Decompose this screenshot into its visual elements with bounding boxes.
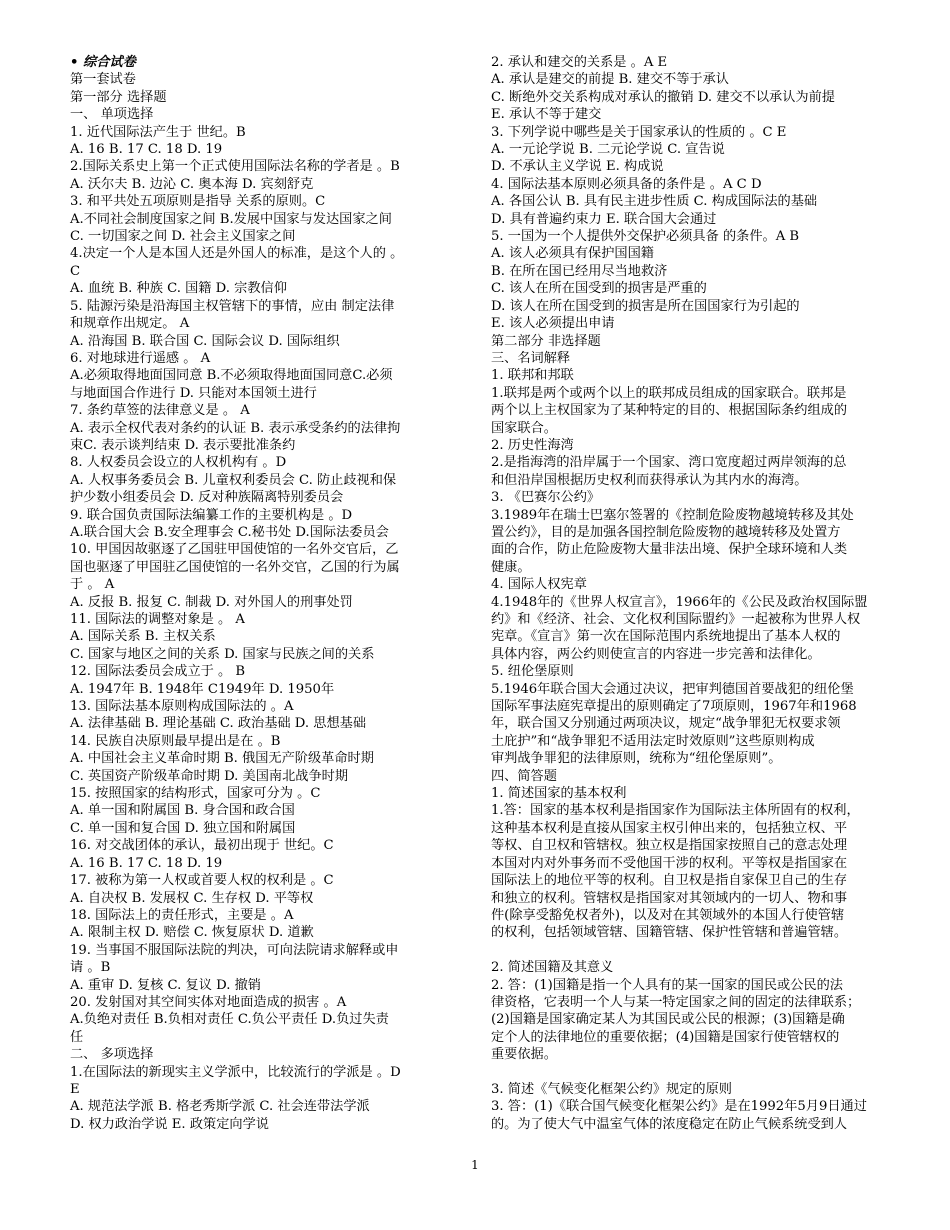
- text-line: 2.是指海湾的沿岸属于一个国家、湾口宽度超过两岸领海的总: [491, 455, 847, 471]
- text-line: 具体内容，两公约则使宣言的内容进一步完善和法律化。: [491, 646, 821, 662]
- text-line: 与地面国合作进行 D. 只能对本国领土进行: [70, 385, 317, 401]
- text-line: 年，联合国又分别通过两项决议，规定“战争罪犯无权要求领: [491, 716, 841, 732]
- text-line: 18. 国际法上的责任形式，主要是 。A: [70, 907, 294, 923]
- text-line: 的。为了使大气中温室气体的浓度稳定在防止气候系统受到人: [491, 1116, 848, 1132]
- text-line: 2. 承认和建交的关系是 。A E: [491, 55, 668, 70]
- text-line: E. 该人必须提出申请: [491, 316, 615, 332]
- text-line: 审判战争罪犯的法律原则，统称为“纽伦堡原则”。: [491, 751, 782, 767]
- text-line: 4.1948年的《世界人权宣言》，1966年的《公民及政治权国际盟: [491, 594, 868, 610]
- text-line: 国际军事法庭宪章提出的原则确定了7项原则，1967年和1968: [491, 699, 857, 715]
- text-line: A. 国际关系 B. 主权关系: [70, 629, 216, 645]
- text-line: 7. 条约草签的法律意义是 。 A: [70, 403, 250, 419]
- right-column: [491, 54, 909, 1133]
- text-line: A. 一元论学说 B. 二元论学说 C. 宣告说: [491, 142, 725, 158]
- text-line: 宪章。《宣言》第一次在国际范围内系统地提出了基本人权的: [491, 629, 841, 645]
- text-line: [491, 1064, 909, 1081]
- text-line: 3. 答：(1)《联合国气候变化框架公约》是在1992年5月9日通过: [491, 1099, 867, 1115]
- text-line: 3.1989年在瑞士巴塞尔签署的《控制危险废物越境转移及其处: [491, 507, 854, 523]
- text-line: A. 自决权 B. 发展权 C. 生存权 D. 平等权: [70, 890, 314, 906]
- text-line: 13. 国际法基本原则构成国际法的 。A: [70, 699, 294, 715]
- text-line: 一、 单项选择: [70, 107, 154, 123]
- text-line: A. 该人必须具有保护国国籍: [491, 246, 654, 262]
- text-line: 2. 简述国籍及其意义: [491, 960, 614, 976]
- text-line: E. 承认不等于建交: [491, 107, 602, 123]
- text-line: 3. 和平共处五项原则是指导 关系的原则。C: [70, 194, 326, 210]
- text-line: A. 血统 B. 种族 C. 国籍 D. 宗教信仰: [70, 281, 287, 297]
- text-line: 20. 发射国对其空间实体对地面造成的损害 。A: [70, 994, 347, 1010]
- text-line: 面的合作，防止危险废物大量非法出境、保护全球环境和人类: [491, 542, 848, 558]
- text-line: D. 该人在所在国受到的损害是所在国国家行为引起的: [491, 298, 800, 314]
- text-line: 5. 一国为一个人提供外交保护必须具备 的条件。A B: [491, 229, 800, 245]
- text-line: 的权利，包括领域管辖、国籍管辖、保护性管辖和普遍管辖。: [491, 925, 848, 941]
- text-line: A. 重审 D. 复核 C. 复议 D. 撤销: [70, 977, 261, 993]
- text-line: A. 法律基础 B. 理论基础 C. 政治基础 D. 思想基础: [70, 716, 367, 732]
- text-line: A. 单一国和附属国 B. 身合国和政合国: [70, 803, 295, 819]
- text-line: 置公约》，目的是加强各国控制危险废物的越境转移及处置方: [491, 524, 841, 540]
- text-line: [491, 942, 909, 959]
- text-line: 14. 民族自决原则最早提出是在 。B: [70, 733, 281, 749]
- text-line: 三、名词解释: [491, 350, 571, 366]
- text-line: 二、 多项选择: [70, 1047, 154, 1063]
- text-line: 件(除享受豁免权者外)，以及对在其领域外的本国人行使管辖: [491, 907, 845, 923]
- text-line: 1.答：国家的基本权利是指国家作为国际法主体所固有的权利，: [491, 803, 860, 819]
- text-line: (2)国籍是国家确定某人为其国民或公民的根源；(3)国籍是确: [491, 1012, 845, 1028]
- text-line: 1. 联邦和邦联: [491, 368, 574, 384]
- text-line: 第一套试卷: [70, 72, 136, 88]
- text-line: A. 中国社会主义革命时期 B. 俄国无产阶级革命时期: [70, 751, 374, 767]
- text-line: 4. 国际人权宪章: [491, 577, 587, 593]
- text-line: 律资格，它表明一个人与某一特定国家之间的固定的法律联系；: [491, 994, 861, 1010]
- text-line: 请 。B: [70, 960, 111, 976]
- text-line: C. 单一国和复合国 D. 独立国和附属国: [70, 820, 296, 836]
- text-line: • 综合试卷: [70, 55, 136, 70]
- text-line: A. 沃尔夫 B. 边沁 C. 奥本海 D. 宾刻舒克: [70, 176, 314, 192]
- text-line: A. 1947年 B. 1948年 C1949年 D. 1950年: [70, 681, 335, 697]
- text-line: A. 沿海国 B. 联合国 C. 国际会议 D. 国际组织: [70, 333, 340, 349]
- text-line: 16. 对交战团体的承认，最初出现于 世纪。C: [70, 838, 334, 854]
- text-line: 1. 简述国家的基本权利: [491, 786, 627, 802]
- text-line: C. 英国资产阶级革命时期 D. 美国南北战争时期: [70, 768, 349, 784]
- text-line: 这种基本权利是直接从国家主权引伸出来的，包括独立权、平: [491, 820, 848, 836]
- text-line: 4. 国际法基本原则必须具备的条件是 。A C D: [491, 176, 762, 192]
- text-line: 17. 被称为第一人权或首要人权的权利是 。C: [70, 873, 334, 889]
- text-line: 国家联合。: [491, 420, 557, 436]
- text-line: 健康。: [491, 559, 531, 575]
- text-line: A. 各国公认 B. 具有民主进步性质 C. 构成国际法的基础: [491, 194, 818, 210]
- text-line: 于 。 A: [70, 577, 115, 593]
- text-line: E: [70, 1081, 80, 1097]
- text-line: 第一部分 选择题: [70, 89, 167, 105]
- text-line: 2. 历史性海湾: [491, 437, 574, 453]
- text-line: A. 规范法学派 B. 格老秀斯学派 C. 社会连带法学派: [70, 1099, 370, 1115]
- text-line: 和但沿岸国根据历史权利而获得承认为其内水的海湾。: [491, 472, 808, 488]
- text-line: A. 反报 B. 报复 C. 制裁 D. 对外国人的刑事处罚: [70, 594, 353, 610]
- text-line: C. 一切国家之间 D. 社会主义国家之间: [70, 229, 296, 245]
- text-line: A.负绝对责任 B.负相对责任 C.负公平责任 D.负过失责: [70, 1012, 389, 1028]
- text-line: 11. 国际法的调整对象是 。 A: [70, 612, 245, 627]
- text-line: 3. 下列学说中哪些是关于国家承认的性质的 。C E: [491, 124, 787, 140]
- text-line: 国际法上的地位平等的权利。自卫权是指自家保卫自己的生存: [491, 873, 848, 889]
- text-line: 3. 《巴赛尔公约》: [491, 490, 601, 506]
- text-line: A. 限制主权 D. 赔偿 C. 恢复原状 D. 道歉: [70, 925, 314, 941]
- text-line: 四、简答题: [491, 768, 557, 784]
- text-line: 4.决定一个人是本国人还是外国人的标准，是这个人的 。: [70, 246, 404, 262]
- text-line: 任: [70, 1029, 84, 1045]
- text-line: C. 断绝外交关系构成对承认的撤销 D. 建交不以承认为前提: [491, 89, 835, 105]
- text-line: A. 人权事务委员会 B. 儿童权利委员会 C. 防止歧视和保: [70, 472, 397, 488]
- text-line: 两个以上主权国家为了某种特定的目的、根据国际条约组成的: [491, 403, 848, 419]
- text-line: 3. 简述《气候变化框架公约》规定的原则: [491, 1081, 732, 1097]
- text-line: 1.联邦是两个或两个以上的联邦成员组成的国家联合。联邦是: [491, 385, 847, 401]
- text-line: D. 不承认主义学说 E. 构成说: [491, 159, 664, 175]
- text-line: A.联合国大会 B.安全理事会 C.秘书处 D.国际法委员会: [70, 524, 389, 540]
- text-line: 9. 联合国负责国际法编纂工作的主要机构是 。D: [70, 507, 353, 523]
- text-line: 6. 对地球进行遥感 。 A: [70, 350, 211, 366]
- text-line: C: [70, 263, 81, 279]
- text-line: 10. 甲国因故驱逐了乙国驻甲国使馆的一名外交官后，乙: [70, 542, 399, 558]
- text-line: 19. 当事国不服国际法院的判决，可向法院请求解释或申: [70, 942, 399, 958]
- text-line: C. 国家与地区之间的关系 D. 国家与民族之间的关系: [70, 646, 375, 662]
- text-line: D. 具有普遍约束力 E. 联合国大会通过: [491, 211, 717, 227]
- left-column: [70, 54, 462, 1133]
- text-line: D. 权力政治学说 E. 政策定向学说: [70, 1116, 269, 1132]
- text-line: C. 该人在所在国受到的损害是严重的: [491, 281, 707, 297]
- text-line: 束C. 表示谈判结束 D. 表示要批准条约: [70, 437, 296, 453]
- text-line: 本国对内对外事务而不受他国干涉的权利。平等权是指国家在: [491, 855, 848, 871]
- text-line: 1. 近代国际法产生于 世纪。B: [70, 124, 246, 140]
- text-line: 5.1946年联合国大会通过决议，把审判德国首要战犯的纽伦堡: [491, 681, 854, 697]
- text-line: 和独立的权利。管辖权是指国家对其领域内的一切人、物和事: [491, 890, 848, 906]
- text-line: A. 16 B. 17 C. 18 D. 19: [70, 142, 223, 158]
- text-line: 和规章作出规定。 A: [70, 316, 190, 332]
- text-line: 5. 纽伦堡原则: [491, 664, 574, 680]
- text-line: 8. 人权委员会设立的人权机构有 。D: [70, 455, 287, 471]
- page-number: 1: [471, 1158, 479, 1172]
- text-line: 护少数小组委员会 D. 反对种族隔离特别委员会: [70, 490, 344, 506]
- text-line: A.不同社会制度国家之间 B.发展中国家与发达国家之间: [70, 211, 392, 227]
- text-line: 国也驱逐了甲国驻乙国使馆的一名外交官，乙国的行为属: [70, 559, 400, 575]
- text-line: 12. 国际法委员会成立于 。 B: [70, 664, 246, 680]
- text-line: A.必须取得地面国同意 B.不必须取得地面国同意C.必须: [70, 368, 393, 384]
- text-line: 5. 陆源污染是沿海国主权管辖下的事情，应由 制定法律: [70, 298, 395, 314]
- text-line: A. 16 B. 17 C. 18 D. 19: [70, 855, 223, 871]
- text-line: B. 在所在国已经用尽当地救济: [491, 263, 668, 279]
- text-line: 重要依据。: [491, 1047, 557, 1063]
- text-line: 等权、自卫权和管辖权。独立权是指国家按照自己的意志处理: [491, 838, 848, 854]
- text-line: A. 表示全权代表对条约的认证 B. 表示承受条约的法律拘: [70, 420, 401, 436]
- text-line: 1.在国际法的新现实主义学派中，比较流行的学派是 。D: [70, 1064, 401, 1080]
- text-line: 土庇护”和“战争罪犯不适用法定时效原则”这些原则构成: [491, 733, 815, 749]
- text-line: 定个人的法律地位的重要依据；(4)国籍是国家行使管辖权的: [491, 1029, 840, 1045]
- text-line: 2.国际关系史上第一个正式使用国际法名称的学者是 。B: [70, 159, 400, 175]
- text-line: 约》和《经济、社会、文化权利国际盟约》一起被称为世界人权: [491, 612, 861, 627]
- text-line: 第二部分 非选择题: [491, 333, 601, 349]
- text-line: A. 承认是建交的前提 B. 建交不等于承认: [491, 72, 729, 88]
- text-line: 15. 按照国家的结构形式，国家可分为 。C: [70, 786, 321, 802]
- text-line: 2. 答：(1)国籍是指一个人具有的某一国家的国民或公民的法: [491, 977, 843, 993]
